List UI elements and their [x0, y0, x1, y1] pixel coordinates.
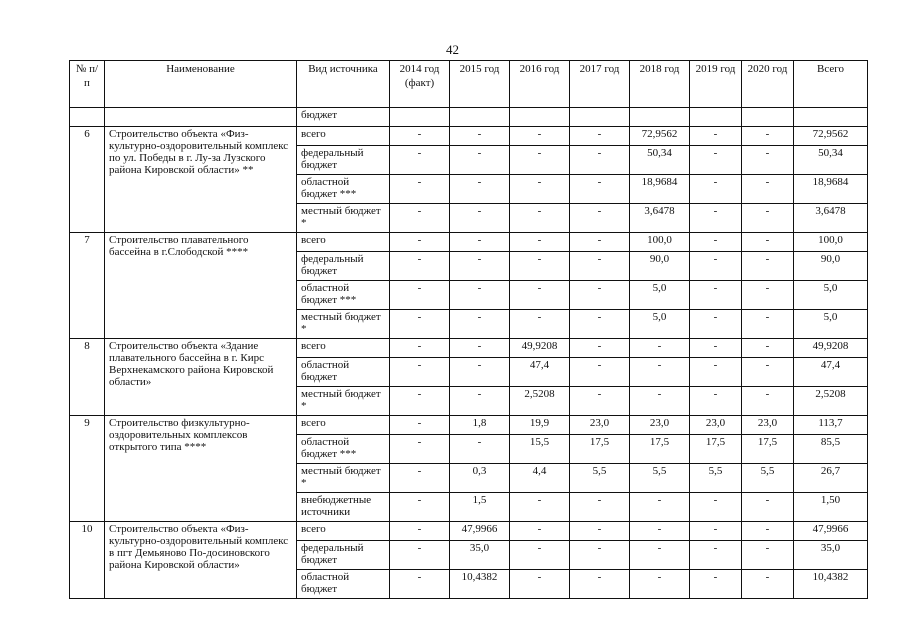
value-2015: - — [450, 310, 510, 339]
source-type: местный бюджет * — [297, 204, 390, 233]
value-2020: - — [742, 570, 794, 599]
value-total: 100,0 — [794, 233, 868, 252]
item-number: 9 — [70, 416, 105, 522]
item-name: Строительство физкультурно-оздоровительных комплексов открытого типа **** — [105, 416, 297, 522]
header-source: Вид источника — [297, 61, 390, 108]
value-total: 3,6478 — [794, 204, 868, 233]
value-2018: - — [630, 358, 690, 387]
carry-name — [105, 108, 297, 127]
value-2014: - — [390, 252, 450, 281]
value-2019: - — [690, 281, 742, 310]
header-total: Всего — [794, 61, 868, 108]
table-row — [70, 416, 868, 435]
value-2014: - — [390, 204, 450, 233]
item-name: Строительство объекта «Физ-культурно-оздоровительный комплекс по ул. Победы в г. Лу-за Лузского района Кировской области» ** — [105, 127, 297, 233]
source-type: всего — [297, 233, 390, 252]
value-2020: - — [742, 339, 794, 358]
value-total: 35,0 — [794, 541, 868, 570]
value-total: 1,50 — [794, 493, 868, 522]
value-2014: - — [390, 310, 450, 339]
value-2019: - — [690, 310, 742, 339]
value-2017: - — [570, 233, 630, 252]
value-2020: - — [742, 310, 794, 339]
value-2015: - — [450, 204, 510, 233]
value-2019: - — [690, 358, 742, 387]
source-type: местный бюджет * — [297, 464, 390, 493]
value-2017: - — [570, 387, 630, 416]
value-2016: - — [510, 541, 570, 570]
value-total: 47,9966 — [794, 522, 868, 541]
value-2019: - — [690, 252, 742, 281]
value-total: 26,7 — [794, 464, 868, 493]
value-2019: - — [690, 493, 742, 522]
value-2016: - — [510, 204, 570, 233]
value-2018: 5,0 — [630, 310, 690, 339]
source-type: федеральный бюджет — [297, 146, 390, 175]
value-2014: - — [390, 416, 450, 435]
value-2020: - — [742, 127, 794, 146]
header-row — [70, 61, 868, 108]
value-2016: 47,4 — [510, 358, 570, 387]
value-2015: 1,5 — [450, 493, 510, 522]
value-2015: 0,3 — [450, 464, 510, 493]
header-2017: 2017 год — [570, 61, 630, 108]
value-2017: - — [570, 310, 630, 339]
value-2019: 5,5 — [690, 464, 742, 493]
value-2017: - — [570, 570, 630, 599]
source-type: всего — [297, 127, 390, 146]
value-2014: - — [390, 281, 450, 310]
source-type: федеральный бюджет — [297, 252, 390, 281]
value-2019: 17,5 — [690, 435, 742, 464]
value-2020: - — [742, 541, 794, 570]
value-2016: - — [510, 233, 570, 252]
item-number: 7 — [70, 233, 105, 339]
value-2016: - — [510, 310, 570, 339]
value-2020: - — [742, 204, 794, 233]
value-2020: - — [742, 522, 794, 541]
item-name: Строительство объекта «Физ-культурно-оздоровительный комплекс в пгт Демьяново По-досиновского района Кировской области» — [105, 522, 297, 599]
table-row — [70, 127, 868, 146]
value-2015: - — [450, 358, 510, 387]
value-2018: - — [630, 522, 690, 541]
value-2019: - — [690, 127, 742, 146]
source-type: местный бюджет * — [297, 310, 390, 339]
value-total: 90,0 — [794, 252, 868, 281]
carry-source: бюджет — [297, 108, 390, 127]
value-2018: - — [630, 493, 690, 522]
value-2019: - — [690, 146, 742, 175]
value-2018: - — [630, 387, 690, 416]
value-2015: - — [450, 281, 510, 310]
value-total: 49,9208 — [794, 339, 868, 358]
value-2020: - — [742, 387, 794, 416]
value-2014: - — [390, 146, 450, 175]
value-2014: - — [390, 387, 450, 416]
value-2015: - — [450, 175, 510, 204]
carry-over-row — [70, 108, 868, 127]
value-2014: - — [390, 175, 450, 204]
item-number: 10 — [70, 522, 105, 599]
value-total: 2,5208 — [794, 387, 868, 416]
value-2018: - — [630, 339, 690, 358]
value-2016: - — [510, 281, 570, 310]
value-2019: - — [690, 570, 742, 599]
value-2018: 50,34 — [630, 146, 690, 175]
value-2015: 1,8 — [450, 416, 510, 435]
value-2016: - — [510, 493, 570, 522]
value-2017: - — [570, 175, 630, 204]
source-type: внебюджетные источники — [297, 493, 390, 522]
value-2019: - — [690, 541, 742, 570]
value-2015: - — [450, 435, 510, 464]
table-row — [70, 339, 868, 358]
header-2018: 2018 год — [630, 61, 690, 108]
value-2016: 4,4 — [510, 464, 570, 493]
value-2020: - — [742, 175, 794, 204]
value-2014: - — [390, 493, 450, 522]
value-2016: 19,9 — [510, 416, 570, 435]
value-2018: - — [630, 541, 690, 570]
value-total: 18,9684 — [794, 175, 868, 204]
value-2018: - — [630, 570, 690, 599]
header-2014: 2014 год (факт) — [390, 61, 450, 108]
value-2018: 72,9562 — [630, 127, 690, 146]
value-2017: - — [570, 522, 630, 541]
value-total: 5,0 — [794, 310, 868, 339]
value-2020: - — [742, 146, 794, 175]
item-number: 8 — [70, 339, 105, 416]
header-num: № п/п — [70, 61, 105, 108]
value-2016: 15,5 — [510, 435, 570, 464]
value-2019: - — [690, 522, 742, 541]
value-2016: - — [510, 252, 570, 281]
value-2014: - — [390, 127, 450, 146]
value-2015: - — [450, 127, 510, 146]
header-name: Наименование — [105, 61, 297, 108]
value-total: 5,0 — [794, 281, 868, 310]
value-2019: - — [690, 233, 742, 252]
value-2015: 35,0 — [450, 541, 510, 570]
value-2020: - — [742, 252, 794, 281]
source-type: областной бюджет — [297, 570, 390, 599]
value-2015: 10,4382 — [450, 570, 510, 599]
value-total: 113,7 — [794, 416, 868, 435]
value-2014: - — [390, 435, 450, 464]
source-type: всего — [297, 339, 390, 358]
value-2017: 17,5 — [570, 435, 630, 464]
source-type: местный бюджет * — [297, 387, 390, 416]
source-type: всего — [297, 522, 390, 541]
header-2020: 2020 год — [742, 61, 794, 108]
source-type: областной бюджет *** — [297, 175, 390, 204]
value-2020: 5,5 — [742, 464, 794, 493]
value-total: 47,4 — [794, 358, 868, 387]
value-total: 85,5 — [794, 435, 868, 464]
value-2018: 100,0 — [630, 233, 690, 252]
value-2017: - — [570, 252, 630, 281]
funding-table — [69, 60, 868, 599]
value-2014: - — [390, 233, 450, 252]
value-2017: - — [570, 204, 630, 233]
value-2014: - — [390, 464, 450, 493]
source-type: федеральный бюджет — [297, 541, 390, 570]
value-2014: - — [390, 339, 450, 358]
value-2015: 47,9966 — [450, 522, 510, 541]
value-2016: 2,5208 — [510, 387, 570, 416]
value-2016: 49,9208 — [510, 339, 570, 358]
source-type: областной бюджет *** — [297, 281, 390, 310]
header-2016: 2016 год — [510, 61, 570, 108]
value-2016: - — [510, 175, 570, 204]
value-2015: - — [450, 233, 510, 252]
value-2018: 5,5 — [630, 464, 690, 493]
value-2017: - — [570, 541, 630, 570]
table-row — [70, 233, 868, 252]
value-2019: - — [690, 339, 742, 358]
value-2014: - — [390, 522, 450, 541]
item-number: 6 — [70, 127, 105, 233]
value-2017: - — [570, 127, 630, 146]
item-name: Строительство объекта «Здание плавательного бассейна в г. Кирс Верхнекамского района Кировской области» — [105, 339, 297, 416]
value-2020: - — [742, 493, 794, 522]
value-2017: 23,0 — [570, 416, 630, 435]
value-2017: - — [570, 339, 630, 358]
source-type: всего — [297, 416, 390, 435]
source-type: областной бюджет *** — [297, 435, 390, 464]
value-total: 50,34 — [794, 146, 868, 175]
value-2015: - — [450, 252, 510, 281]
value-2018: 5,0 — [630, 281, 690, 310]
value-2014: - — [390, 541, 450, 570]
value-2019: - — [690, 204, 742, 233]
value-2015: - — [450, 146, 510, 175]
value-2020: - — [742, 281, 794, 310]
value-2019: - — [690, 175, 742, 204]
item-name: Строительство плавательного бассейна в г.Слободской **** — [105, 233, 297, 339]
value-2016: - — [510, 522, 570, 541]
table-row — [70, 522, 868, 541]
value-2018: 3,6478 — [630, 204, 690, 233]
value-2020: 17,5 — [742, 435, 794, 464]
value-2017: 5,5 — [570, 464, 630, 493]
header-2015: 2015 год — [450, 61, 510, 108]
value-2017: - — [570, 493, 630, 522]
value-2017: - — [570, 281, 630, 310]
value-2016: - — [510, 146, 570, 175]
value-2014: - — [390, 358, 450, 387]
value-2016: - — [510, 127, 570, 146]
value-2020: - — [742, 358, 794, 387]
value-2018: 17,5 — [630, 435, 690, 464]
value-2017: - — [570, 146, 630, 175]
value-2016: - — [510, 570, 570, 599]
value-2017: - — [570, 358, 630, 387]
value-2015: - — [450, 387, 510, 416]
value-2018: 18,9684 — [630, 175, 690, 204]
carry-num — [70, 108, 105, 127]
value-total: 72,9562 — [794, 127, 868, 146]
value-2019: 23,0 — [690, 416, 742, 435]
value-2020: 23,0 — [742, 416, 794, 435]
value-2015: - — [450, 339, 510, 358]
source-type: областной бюджет — [297, 358, 390, 387]
value-2019: - — [690, 387, 742, 416]
value-total: 10,4382 — [794, 570, 868, 599]
value-2020: - — [742, 233, 794, 252]
header-2019: 2019 год — [690, 61, 742, 108]
value-2014: - — [390, 570, 450, 599]
value-2018: 90,0 — [630, 252, 690, 281]
value-2018: 23,0 — [630, 416, 690, 435]
page-number: 42 — [446, 42, 459, 57]
